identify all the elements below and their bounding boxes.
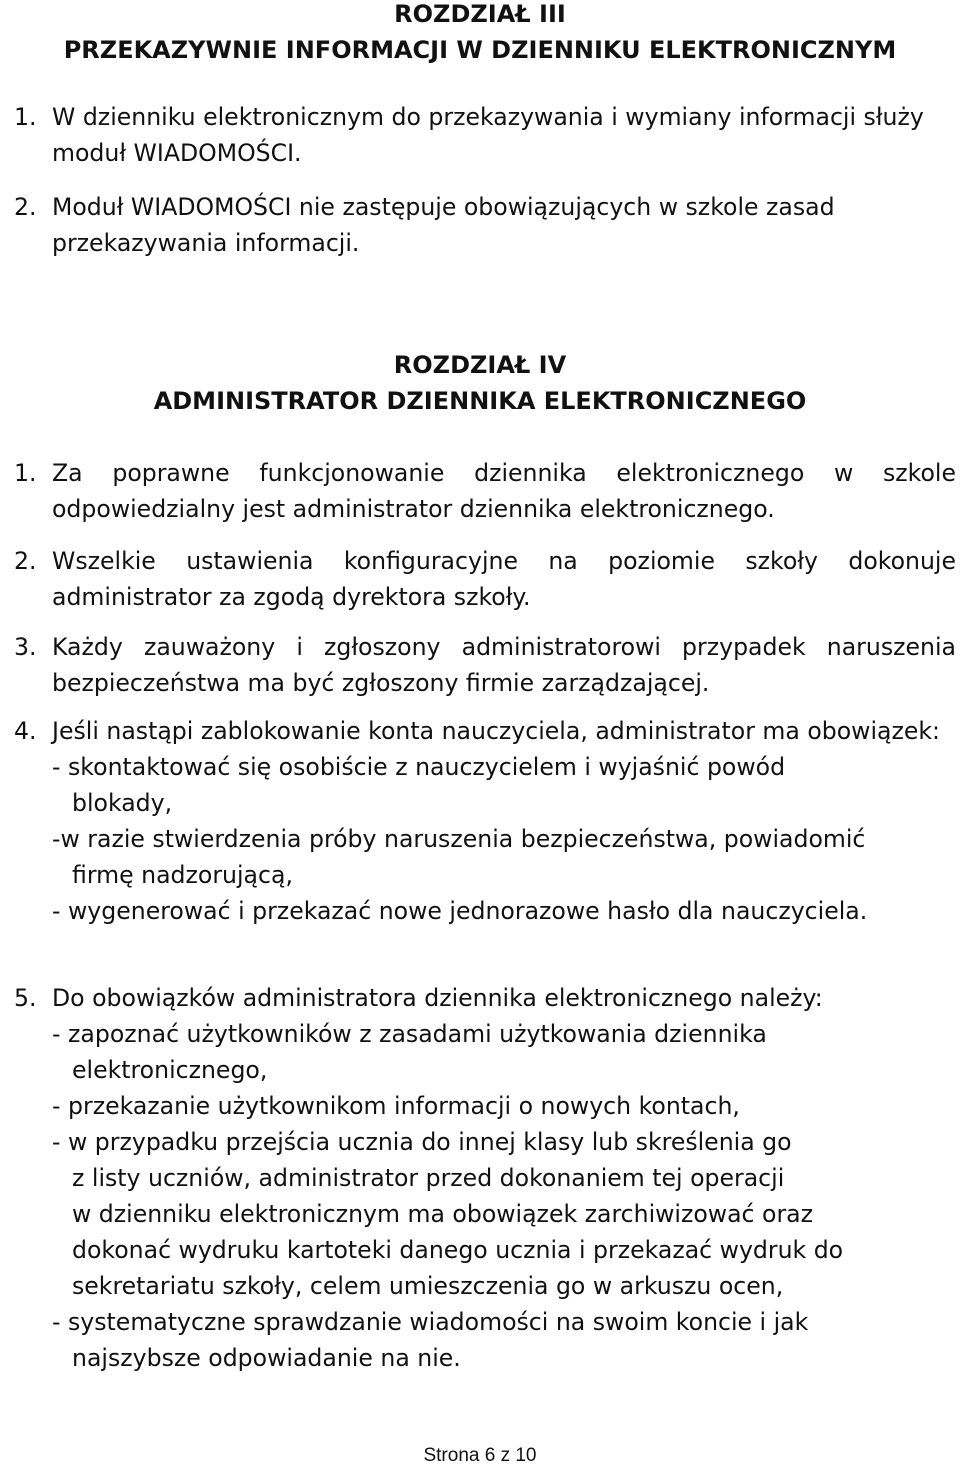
page-number: Strona 6 z 10: [423, 1445, 537, 1466]
sub-item-continuation: elektronicznego,: [72, 1056, 268, 1084]
item-number: 2.: [14, 547, 37, 575]
item-text: Jeśli nastąpi zablokowanie konta nauczyciela, administrator ma obowiązek:: [52, 717, 941, 745]
sub-item-text: - w przypadku przejścia ucznia do innej klasy lub skreślenia go: [52, 1128, 792, 1156]
item-text: Wszelkie ustawienia konfiguracyjne na poziomie szkoły dokonuje administrator za zgodą dyrektora szkoły.: [52, 547, 956, 611]
sub-item-continuation: dokonać wydruku kartoteki danego ucznia i przekazać wydruk do: [72, 1236, 844, 1264]
item-text: Za poprawne funkcjonowanie dziennika elektronicznego w szkole odpowiedzialny jest administrator dziennika elektronicznego.: [52, 459, 956, 523]
sub-item-text: - przekazanie użytkownikom informacji o nowych kontach,: [52, 1092, 740, 1120]
sub-item: [52, 1016, 956, 1088]
item-number: 1.: [14, 459, 37, 487]
sub-item-continuation: sekretariatu szkoły, celem umieszczenia go w arkuszu ocen,: [72, 1272, 784, 1300]
ch4-item-5: [14, 980, 956, 1376]
item-text: W dzienniku elektronicznym do przekazywania i wymiany informacji służy moduł WIADOMOŚCI.: [52, 103, 924, 167]
sub-item: [52, 1124, 956, 1304]
sub-item-continuation: z listy uczniów, administrator przed dokonaniem tej operacji: [72, 1164, 785, 1192]
item-text: Do obowiązków administratora dziennika elektronicznego należy:: [52, 984, 823, 1012]
sub-item-continuation: najszybsze odpowiadanie na nie.: [72, 1344, 461, 1372]
ch4-item-4: [14, 713, 956, 929]
ch3-item-1: [14, 99, 956, 171]
ch4-item-3: [14, 629, 956, 701]
ch3-item-2: [14, 189, 956, 261]
sub-item: [52, 893, 956, 929]
chapter-4-title: ROZDZIAŁ IV: [393, 351, 567, 379]
item-number: 1.: [14, 103, 37, 131]
ch4-item-2: [14, 543, 956, 615]
item-number: 2.: [14, 193, 37, 221]
sub-item-text: - skontaktować się osobiście z nauczycielem i wyjaśnić powód: [52, 753, 786, 781]
item-number: 3.: [14, 633, 37, 661]
item-number: 4.: [14, 717, 37, 745]
chapter-3-title: ROZDZIAŁ III: [394, 0, 566, 28]
sub-item-continuation: w dzienniku elektronicznym ma obowiązek zarchiwizować oraz: [72, 1200, 814, 1228]
sub-item-continuation: blokady,: [72, 789, 173, 817]
chapter-3-subtitle: PRZEKAZYWNIE INFORMACJI W DZIENNIKU ELEKTRONICZNYM: [63, 36, 897, 64]
sub-item: [52, 1088, 956, 1124]
chapter-4-heading: [0, 347, 960, 419]
sub-item-continuation: firmę nadzorującą,: [72, 861, 293, 889]
item-text: Moduł WIADOMOŚCI nie zastępuje obowiązujących w szkole zasad przekazywania informacji.: [52, 193, 835, 257]
sub-item-text: - systematyczne sprawdzanie wiadomości na swoim koncie i jak: [52, 1308, 809, 1336]
ch4-item-1: [14, 455, 956, 527]
sub-item-text: - zapoznać użytkowników z zasadami użytkowania dziennika: [52, 1020, 767, 1048]
chapter-4-subtitle: ADMINISTRATOR DZIENNIKA ELEKTRONICZNEGO: [153, 387, 807, 415]
item-text: Każdy zauważony i zgłoszony administratorowi przypadek naruszenia bezpieczeństwa ma być zgłoszony firmie zarządzającej.: [52, 633, 956, 697]
sub-list: [52, 1016, 956, 1376]
sub-list: [52, 749, 956, 929]
chapter-3-heading: [0, 0, 960, 68]
sub-item: [52, 749, 956, 821]
sub-item: [52, 1304, 956, 1376]
sub-item: [52, 821, 956, 893]
sub-item-text: - wygenerować i przekazać nowe jednorazowe hasło dla nauczyciela.: [52, 897, 868, 925]
sub-item-text: -w razie stwierdzenia próby naruszenia bezpieczeństwa, powiadomić: [52, 825, 866, 853]
item-number: 5.: [14, 984, 37, 1012]
